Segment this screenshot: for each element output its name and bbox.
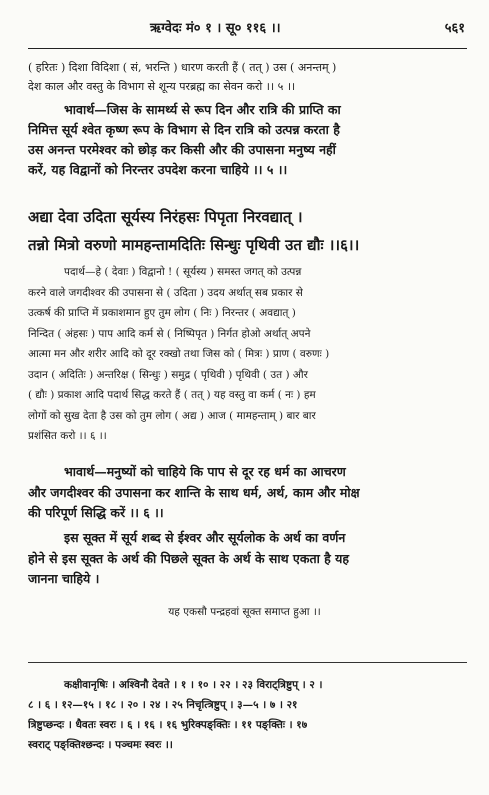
text-line: स्वराट् पङ्क्तिश्छन्दः । पञ्चमः स्वरः ।। (28, 739, 173, 751)
text-line: करें, यह विद्वानों को निरन्तर उपदेश करना चाहिये ।। ५ ।। (28, 162, 288, 177)
text-line: ८ । ६ । १२—१५ । १८ । २० । २४ । २५ निचृत्त्रिष्टुप् । ३—५ । ७ । २१ (28, 699, 298, 711)
next-sukta-metadata (28, 675, 468, 755)
text-line: उस अनन्त परमेश्वर को छोड़ कर किसी और की उपासना मनुष्य नहीं (28, 142, 336, 157)
text-line: की परिपूर्ण सिद्धि करें ।। ६ ।। (28, 505, 164, 520)
text-line: उत्कर्ष की प्राप्ति में प्रकाशमान हुए तुम लोग ( निः ) निरन्तर ( अवद्यात् ) (28, 307, 296, 319)
text-line: त्रिष्टुप्छन्दः । धैवतः स्वरः । ६ । १६ । १६ भुरिक्पङ्क्तिः । ११ पङ्क्तिः । १७ (28, 719, 308, 731)
text-line: उदान ( अदितिः ) अन्तरिक्ष ( सिन्धुः ) समुद्र ( पृथिवी ) पृथिवी ( उत ) और (28, 368, 308, 381)
text-line: होने से इस सूक्त के अर्थ की पिछले सूक्त के अर्थ के साथ एकता है यह (28, 550, 350, 566)
text-line: करने वाले जगदीश्वर की उपासना से ( उदिता ) उदय अर्थात् सब प्रकार से (28, 286, 303, 299)
text-line: और जगदीश्वर की उपासना कर शान्ति के साथ धर्म, अर्थ, काम और मोक्ष (28, 484, 360, 500)
mantra-line: अद्या देवा उदिता सूर्यस्य निरंहसः पिपृता निरवद्यात् । (28, 208, 303, 226)
page-number: ५६१ (444, 21, 465, 36)
sukta-conclusion: यह एकसौ पन्द्रहवां सूक्त समाप्त हुआ ।। (168, 606, 321, 618)
text-line: पदार्थ—हे ( देवाः ) विद्वानो ! ( सूर्यस्य ) समस्त जगत् को उत्पन्न (64, 266, 302, 278)
text-line: आत्मा मन और शरीर आदि को दूर रक्खो तथा जिस को ( मित्रः ) प्राण ( वरुणः ) (28, 348, 330, 360)
text-line: भावार्थ—मनुष्यों को चाहिये कि पाप से दूर रह धर्म का आचरण (64, 464, 346, 479)
mantra-line: तन्नो मित्रो वरुणो मामहन्तामदितिः सिन्धुः पृथिवी उत द्यौः ।।६।। (28, 236, 360, 254)
header-rule (28, 48, 467, 49)
page-header (0, 14, 489, 44)
mantra-6 (28, 203, 468, 259)
sukta-summary (28, 528, 468, 590)
text-line: देश काल और वस्तु के विभाग से शून्य परब्रह्म का सेवन करो ।। ५ ।। (28, 80, 296, 93)
text-line: प्रशंसित करो ।। ६ ।। (28, 430, 107, 442)
bhavartha-6 (28, 462, 468, 524)
text-line: कक्षीवानृषिः । अश्विनौ देवते । १ । १० । २२ । २३ विराट्त्रिष्टुप् । २ । (64, 679, 323, 691)
text-line: ( द्यौः ) प्रकाश आदि पदार्थ सिद्ध करते हैं ( तत् ) यह वस्तु वा कर्म ( नः ) हम (28, 389, 316, 401)
bhavartha-5 (28, 100, 468, 180)
text-line: निमित्त सूर्य श्वेत कृष्ण रूप के विभाग से दिन रात्रि को उत्पन्न करता है (28, 122, 340, 137)
text-line: ( हरितः ) दिशा विदिशा ( सं, भरन्ति ) धारण करती हैं ( तत् ) उस ( अनन्तम् ) (28, 61, 337, 74)
text-line: निन्दित ( अंहसः ) पाप आदि कर्म से ( निष्पिपृत ) निर्गत होओ अर्थात् अपने (28, 327, 311, 340)
text-line: लोगों को सुख देता है उस को तुम लोग ( अद्य ) आज ( मामहन्ताम् ) बार बार (28, 409, 316, 422)
text-line: जानना चाहिये । (28, 571, 100, 586)
padartha-6 (28, 262, 468, 447)
footer-rule (28, 662, 467, 663)
text-line: भावार्थ—जिस के सामर्थ्य से रूप दिन और रात्रि की प्राप्ति का (64, 102, 341, 117)
text-line: इस सूक्त में सूर्य शब्द से ईश्वर और सूर्यलोक के अर्थ का वर्णन (64, 530, 346, 545)
paragraph-padartha-continued (28, 58, 468, 96)
running-head: ऋग्वेदः मं० १ । सू० ११६ ।। (150, 21, 281, 36)
